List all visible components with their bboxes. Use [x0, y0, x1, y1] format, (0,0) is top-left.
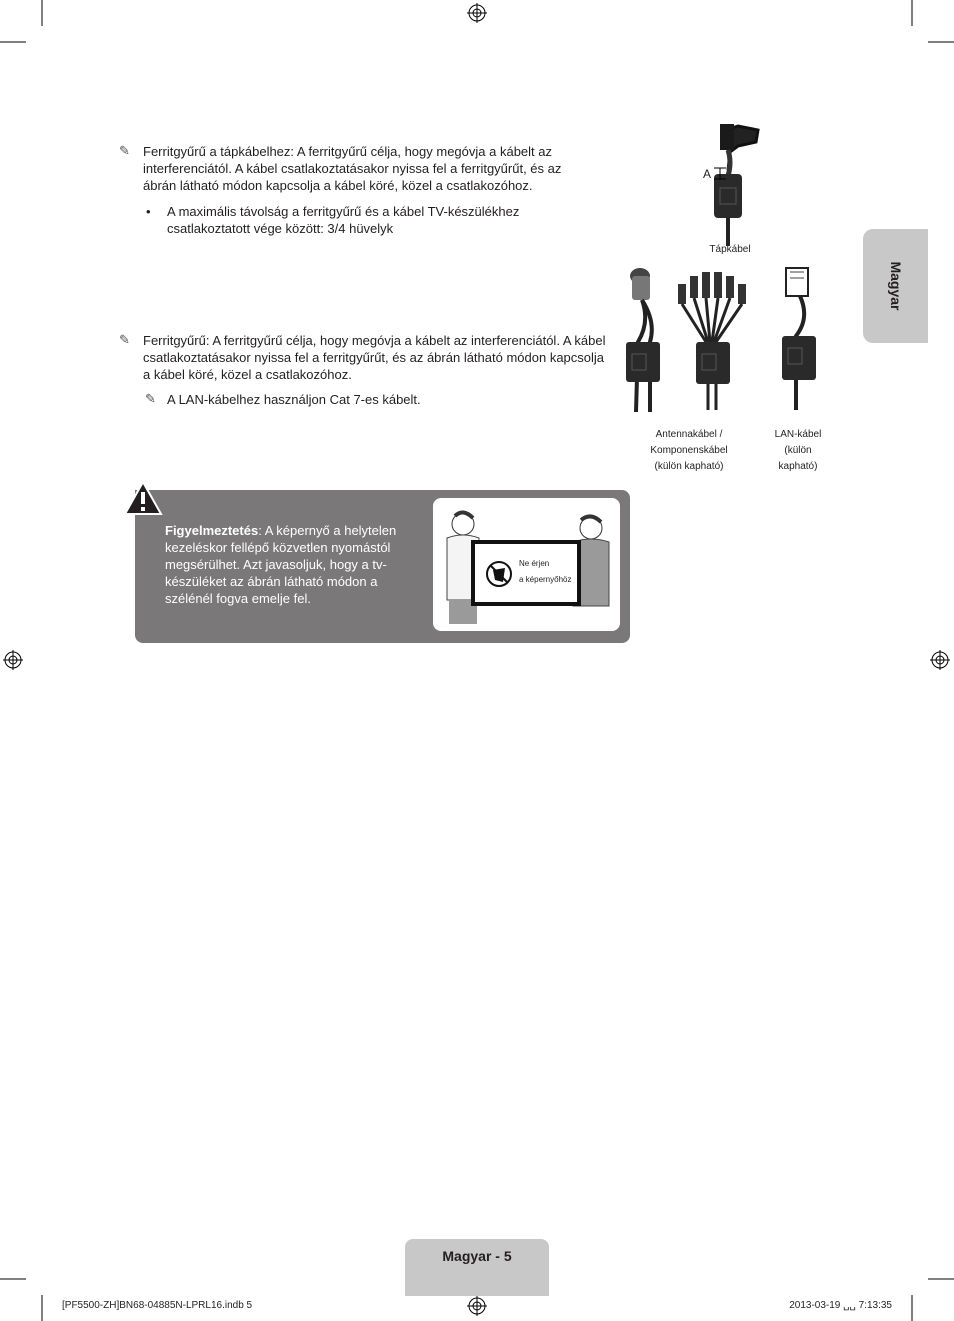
lan-cable [782, 268, 816, 410]
note-pencil-icon-2: ✎ [119, 332, 130, 347]
cables-illustration [620, 262, 830, 422]
lan-cable-caption [763, 427, 833, 475]
warning-triangle-icon [123, 480, 163, 516]
footer-timestamp: 2013-03-19 ␣␣ 7:13:35 [789, 1300, 892, 1311]
side-tab-label: Magyar [887, 261, 904, 311]
ferrite-general-note: Ferritgyűrű: A ferritgyűrű célja, hogy megóvja a kábelt az interferenciától. A kábel csatlakoztatásakor nyissa fel a ferritgyűrűt, és az ábrán látható módon kapcsolja a kábel köré, közel a csatlakozóhoz. [143, 333, 606, 382]
page-label: Magyar - 5 [442, 1248, 512, 1264]
lan-caption-line-2: (külön [784, 445, 812, 456]
registration-mark-top [467, 3, 487, 23]
ferrite-distance-bullet: A maximális távolság a ferritgyűrű és a kábel TV-készülékhez csatlakoztatott vége között: 3/4 hüvelyk [167, 204, 520, 236]
warning-text [165, 522, 423, 607]
ferrite-power-note: Ferritgyűrű a tápkábelhez: A ferritgyűrű célja, hogy megóvja a kábelt az interferenciától. A kábel csatlakoztatásakor nyissa fel a ferritgyűrűt, és az ábrán látható módon kapcsolja a kábel köré, közel a csatlakozóhoz. [143, 144, 562, 193]
footer-file-info: [PF5500-ZH]BN68-04885N-LPRL16.indb 5 [62, 1300, 253, 1311]
bullet-dot: • [146, 204, 151, 219]
lift-tv-illustration [433, 498, 620, 631]
antenna-caption-line-2: Komponenskábel [650, 445, 728, 456]
page-number-tab [405, 1239, 549, 1296]
dont-touch-text-1: Ne érjen [519, 559, 550, 568]
figure-label-a: A [703, 167, 712, 181]
power-cable-illustration [698, 122, 778, 252]
registration-mark-right [930, 650, 950, 670]
language-side-tab [863, 229, 928, 343]
power-cable-caption: Tápkábel [709, 244, 751, 255]
antenna-cable [626, 268, 660, 412]
registration-mark-bottom [467, 1296, 487, 1316]
antenna-cable-caption [634, 427, 744, 475]
antenna-caption-line-3: (külön kapható) [654, 461, 724, 472]
component-cable [678, 272, 746, 410]
note-pencil-icon: ✎ [119, 143, 130, 158]
note-pencil-icon-3: ✎ [145, 391, 156, 406]
antenna-caption-line-1: Antennakábel / [655, 429, 723, 440]
lan-caption-line-3: kapható) [778, 461, 818, 472]
warning-title: Figyelmeztetés [165, 523, 259, 538]
lan-caption-line-1: LAN-kábel [774, 429, 822, 440]
lan-cable-note: A LAN-kábelhez használjon Cat 7-es kábelt. [167, 392, 421, 407]
distance-marker-icon [714, 167, 726, 181]
dont-touch-text-2: a képernyőhöz [519, 575, 572, 584]
registration-mark-left [3, 650, 23, 670]
warning-body: : A képernyő a helytelen kezeléskor fellépő közvetlen nyomástól megsérülhet. Azt javasoljuk, hogy a tv-készüléket az ábrán látható módon a szélénél fogva emelje fel. [165, 523, 397, 606]
